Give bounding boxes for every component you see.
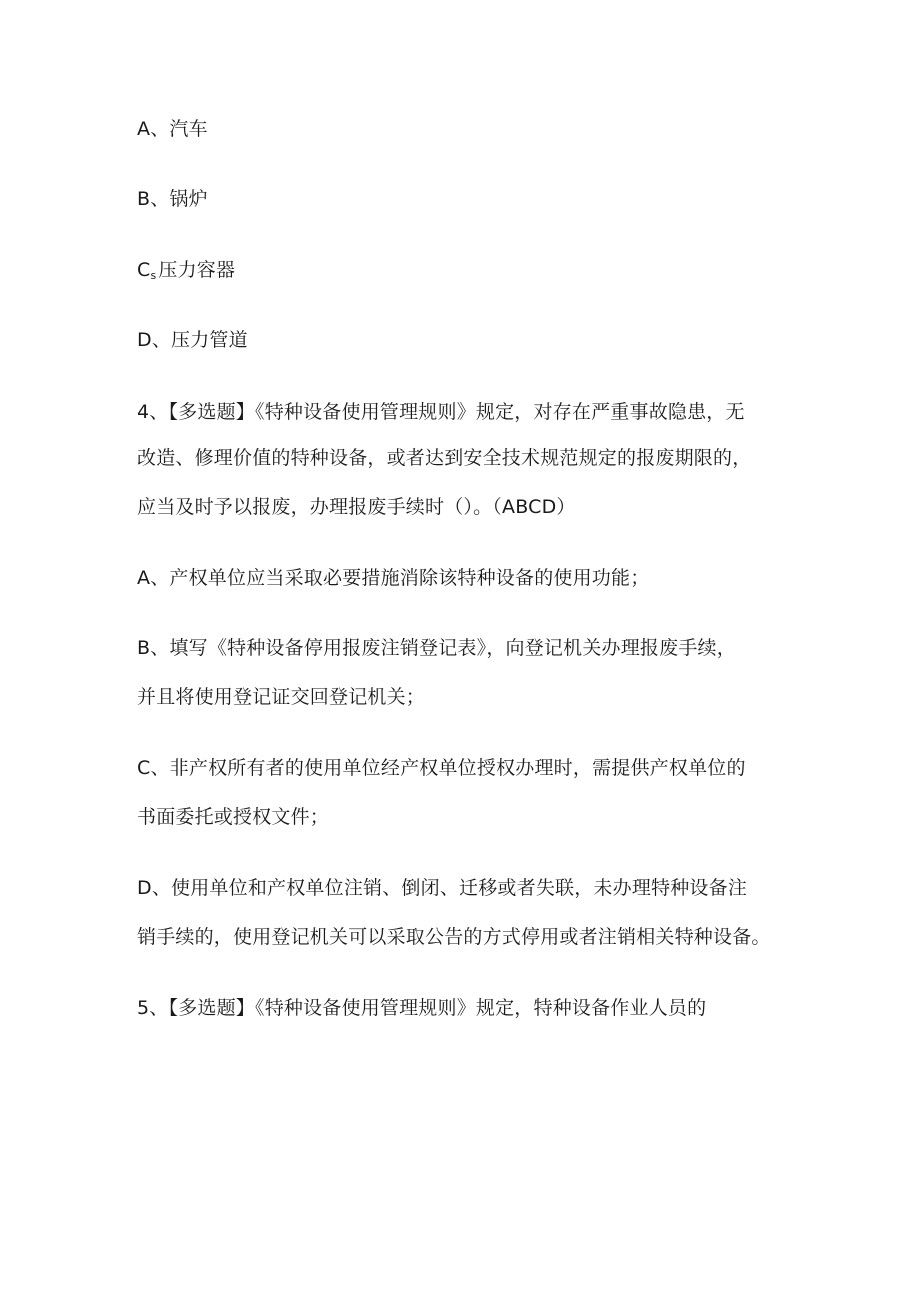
q3-option-c xyxy=(137,258,235,288)
q4-option-b-line-1: B、填写《特种设备停用报废注销登记表》，向登记机关办理报废手续， xyxy=(137,637,736,659)
q4-option-c-line-2: 书面委托或授权文件； xyxy=(137,806,330,828)
q3-option-a: A、汽车 xyxy=(137,118,208,140)
q4-option-d-line-2: 销手续的，使用登记机关可以采取公告的方式停用或者注销相关特种设备。 xyxy=(137,926,771,948)
q4-question-line-2: 改造、修理价值的特种设备，或者达到安全技术规范规定的报废期限的， xyxy=(137,447,752,469)
q4-option-d-line-1: D、使用单位和产权单位注销、倒闭、迁移或者失联，未办理特种设备注 xyxy=(137,877,748,899)
q3-option-c-subscript: s xyxy=(150,269,157,282)
q4-option-a: A、产权单位应当采取必要措施消除该特种设备的使用功能； xyxy=(137,567,650,589)
q4-question-line-1: 4、【多选题】《特种设备使用管理规则》规定，对存在严重事故隐患，无 xyxy=(137,401,745,423)
q3-option-d: D、压力管道 xyxy=(137,329,248,351)
q4-question-line-3: 应当及时予以报废，办理报废手续时（）。（ABCD） xyxy=(137,496,576,518)
q3-option-c-text: 压力容器 xyxy=(158,259,236,281)
q5-question-line-1: 5、【多选题】《特种设备使用管理规则》规定，特种设备作业人员的 xyxy=(137,997,707,1019)
q3-option-c-letter: C xyxy=(137,259,151,281)
q4-option-c-line-1: C、非产权所有者的使用单位经产权单位授权办理时，需提供产权单位的 xyxy=(137,757,746,779)
q3-option-b: B、锅炉 xyxy=(137,188,208,210)
q4-option-b-line-2: 并且将使用登记证交回登记机关； xyxy=(137,686,426,708)
